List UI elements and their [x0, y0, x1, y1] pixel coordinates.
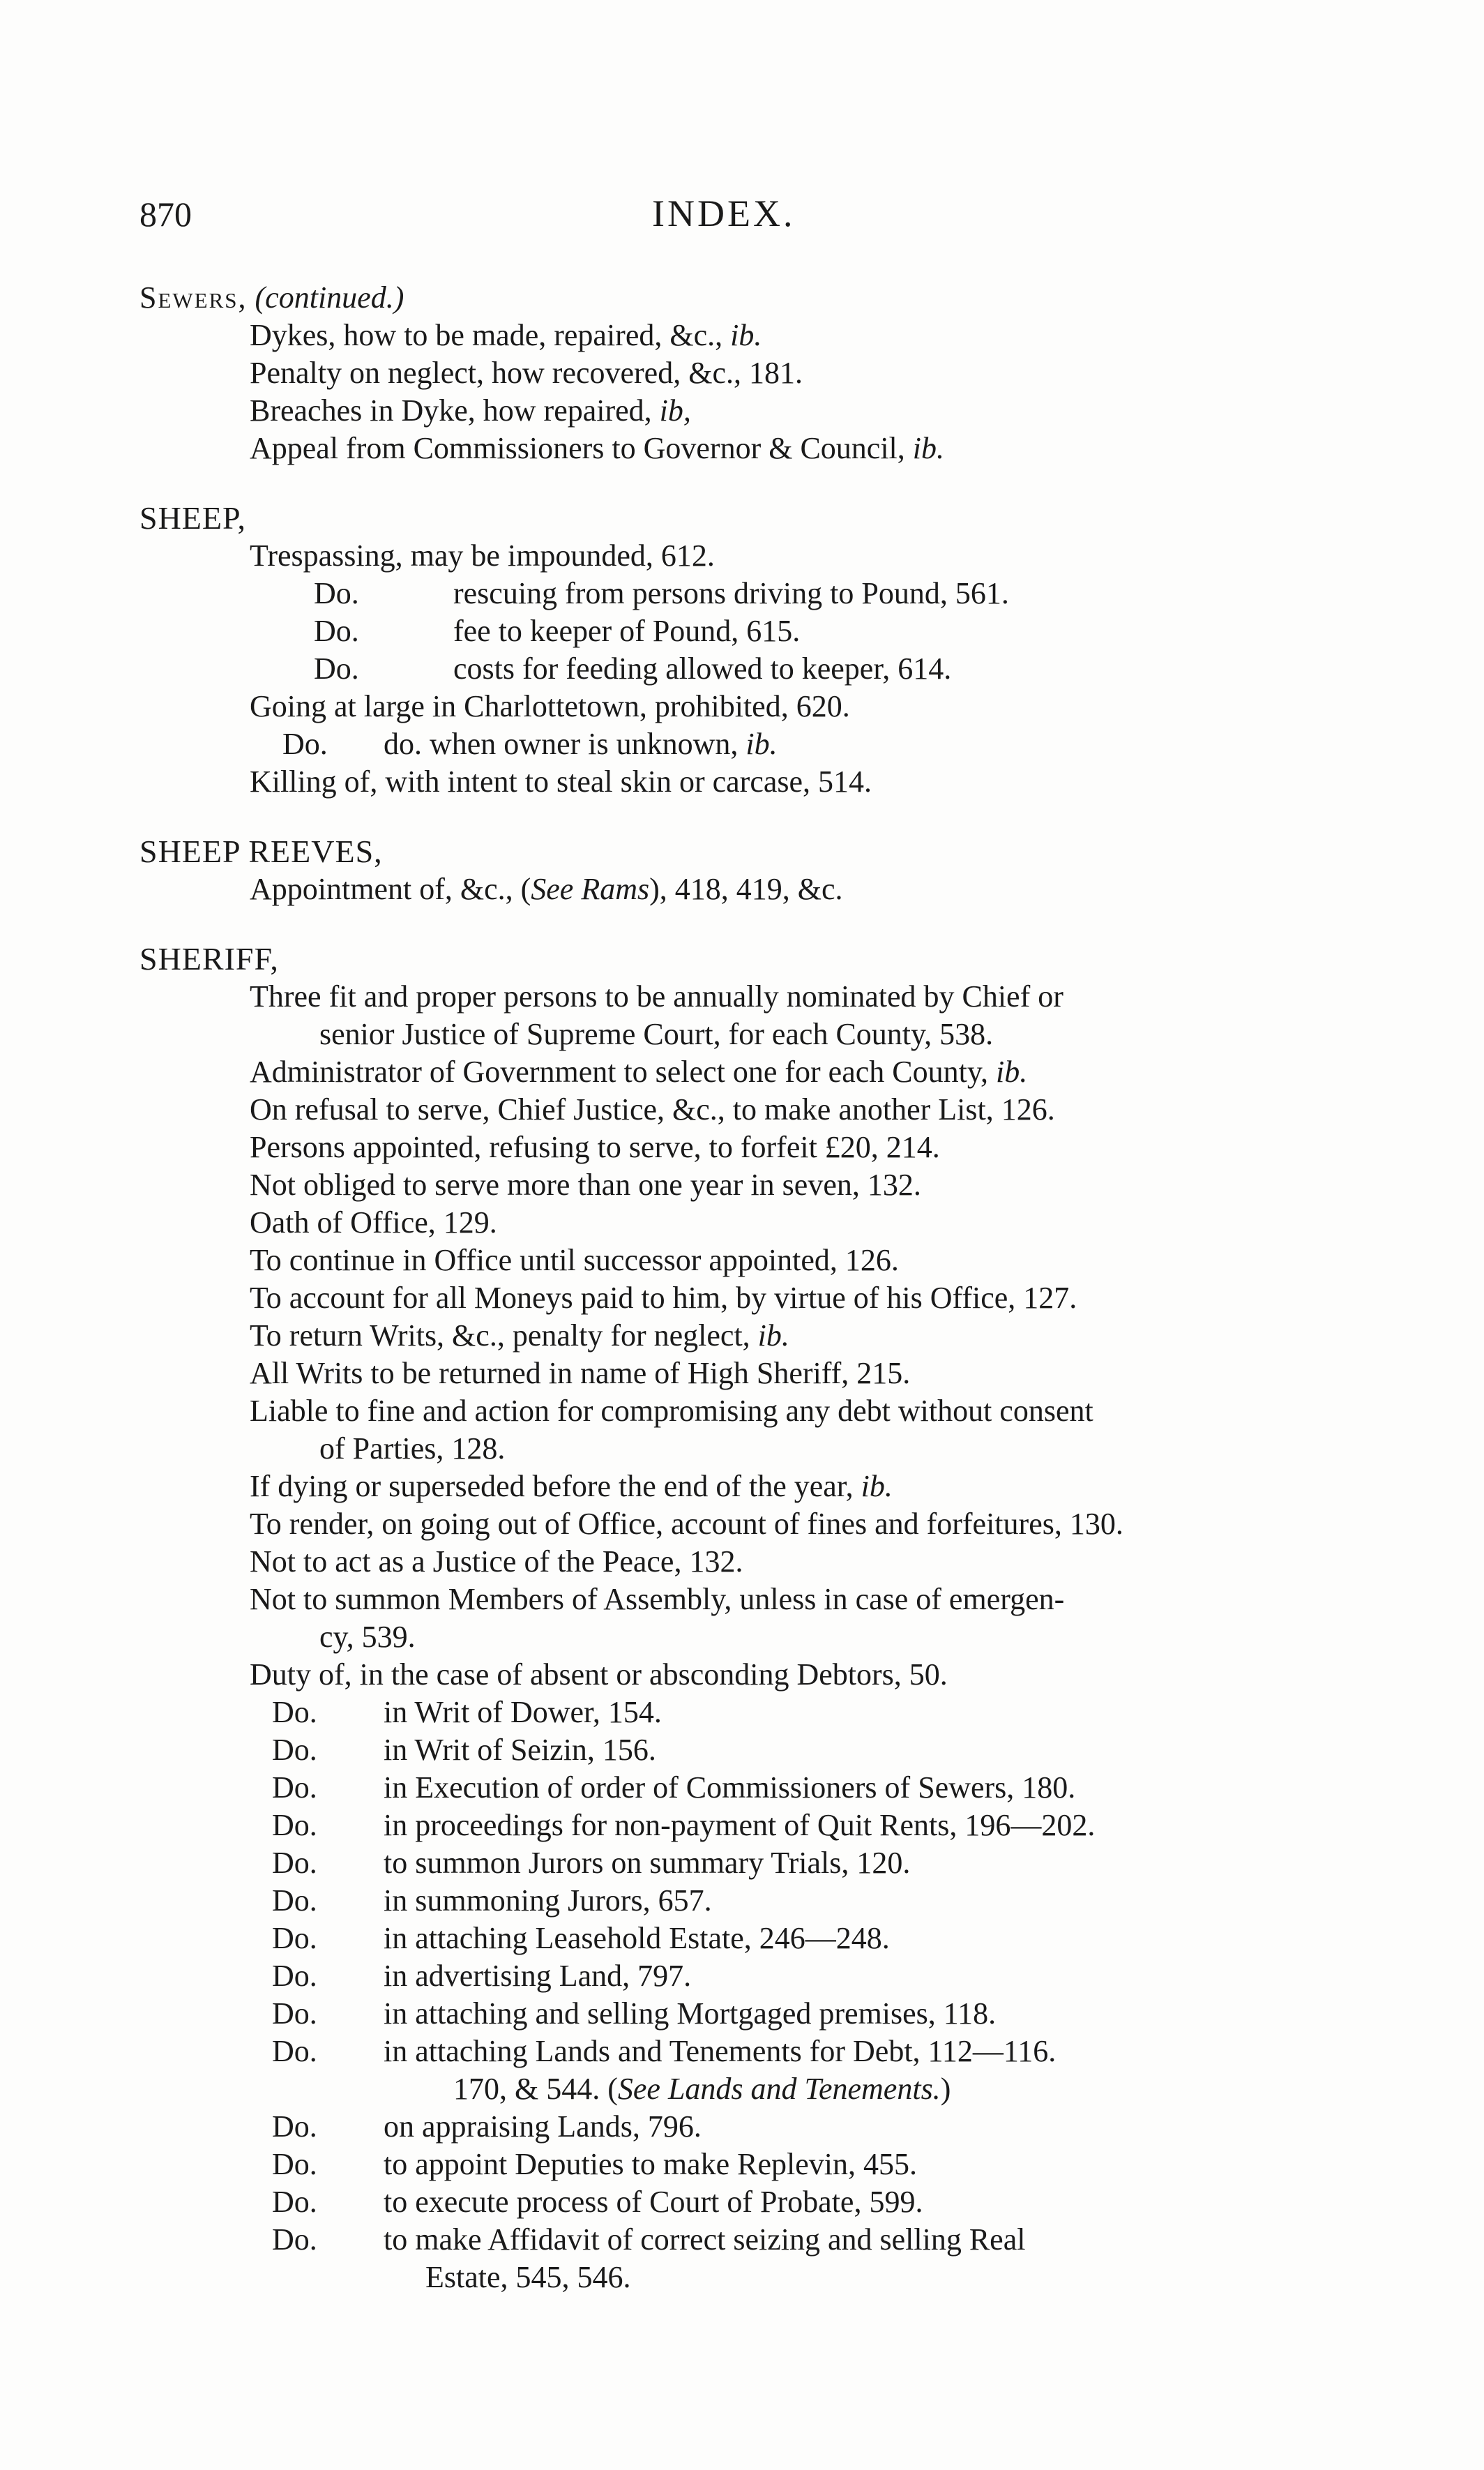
sub-entry-continued: of Parties, 128. — [319, 1431, 506, 1466]
sub-entry: If dying or superseded before the end of the year, ib. — [250, 1469, 893, 1503]
sub-entry: Going at large in Charlottetown, prohibited, 620. — [250, 689, 850, 723]
sub-entry-continued: senior Justice of Supreme Court, for each County, 538. — [319, 1017, 994, 1051]
entry-heading-sheriff: SHERIFF, — [139, 941, 279, 977]
sub-entry: Dykes, how to be made, repaired, &c., ib. — [250, 318, 762, 352]
sub-entry: Persons appointed, refusing to serve, to forfeit £20, 214. — [250, 1130, 940, 1164]
sub-entry: Duty of, in the case of absent or absconding Debtors, 50. — [250, 1657, 948, 1692]
ditto-entry-continued: Estate, 545, 546. — [425, 2260, 631, 2294]
sub-entry: To continue in Office until successor appointed, 126. — [250, 1243, 899, 1277]
sub-entry: Breaches in Dyke, how repaired, ib, — [250, 393, 691, 428]
sub-entry: To render, on going out of Office, account of fines and forfeitures, 130. — [250, 1507, 1123, 1541]
sub-entry: Oath of Office, 129. — [250, 1205, 497, 1240]
sub-entry: Appeal from Commissioners to Governor & Council, ib. — [250, 431, 945, 465]
entry-heading-sheep: SHEEP, — [139, 500, 246, 536]
entry-heading-sewers: Sewers, (continued.) — [139, 280, 404, 315]
sub-entry: Not obliged to serve more than one year in seven, 132. — [250, 1168, 921, 1202]
entry-heading-sheep-reeves: SHEEP REEVES, — [139, 834, 383, 869]
sub-entry: Penalty on neglect, how recovered, &c., 181. — [250, 356, 803, 390]
running-head: INDEX. — [652, 193, 796, 234]
sub-entry: Administrator of Government to select one for each County, ib. — [250, 1055, 1028, 1089]
sub-entry: Appointment of, &c., (See Rams), 418, 419, &c. — [250, 872, 843, 906]
sub-entry: Not to act as a Justice of the Peace, 132. — [250, 1544, 743, 1579]
sub-entry-continued: cy, 539. — [319, 1620, 416, 1654]
sub-entry: On refusal to serve, Chief Justice, &c., to make another List, 126. — [250, 1092, 1055, 1127]
sub-entry: All Writs to be returned in name of High Sheriff, 215. — [250, 1356, 911, 1390]
sub-entry: Trespassing, may be impounded, 612. — [250, 539, 715, 573]
sub-entry: Killing of, with intent to steal skin or carcase, 514. — [250, 765, 872, 799]
book-page: 870 INDEX. Sewers, (continued.) Dykes, how to be made, repaired, &c., ib. Penalty on neglect, how recovered, &c., 181. Breaches in Dyke, how repaired, ib, Appeal from Commissioners to Governor & Council, ib. SHEEP, Trespassing, may be impounded, 612. Do. rescuing from persons driving to Pound, 561. Do. fee to keeper of Pound, 615. Do. costs for feeding allowed to keeper, 614. Going at large in Charlottetown, prohibited, 620. Do. do. when owner is unknown, ib. Killing of, with intent to steal skin or carcase, 514. SHEEP REEVES, Appointment of, &c., (See Rams), 418, 419, &c. SHERIFF, Three fit and proper persons to be annually nominated by Chief or senior Justice of Supreme Court, for each County, 538. Administrator of Government to select one for each County, ib. On refusal to serve, Chief Justice, &c., to make another List, 126. Persons appointed, refusing to serve, to forfeit £20, 214. Not obliged to serve more than one year in seven, 132. Oath of Office, 129. To continue in Office until successor appointed, 126. To account for all Moneys paid to him, by virtue of his Office, 127. To return Writs, &c., penalty for neglect, ib. All Writs to be returned in name of High Sheriff, 215. Liable to fine and action for compromising any debt without consent of Parties, 128. If dying or superseded before the end of the year, ib. To render, on going out of Office, account of fines and forfeitures, 130. Not to act as a Justice of the Peace, 132. Not to summon Members of Assembly, unless in case of emergen- cy, 539. Duty of, in the case of absent or absconding Debtors, 50. Do. in Writ of Dower, 154. Do. in Writ of Seizin, 156. Do. in Execution of order of Commissioners of Sewers, 180. Do. in proceedings for non-payment of Quit Rents, 196—202. Do. to summon Jurors on summary Trials, 120. Do. in summoning Jurors, 657. Do. in attaching Leasehold Estate, 246—248. Do. in advertising Land, 797. Do. in attaching and selling Mortgaged premises, 118. Do. in attaching Lands and Tenements for Debt, 112—116. 170, & 544. (See Lands and Tenements.) Do. on appraising Lands, 796. Do. to appoint Deputies to make Replevin, 455. Do. to execute process of Court of Probate, 599. Do. to make Affidavit of correct seizing and selling Real Estate, 545, 546. — [0, 0, 1484, 2470]
sub-entry: Liable to fine and action for compromising any debt without consent — [250, 1394, 1093, 1428]
sub-entry: Not to summon Members of Assembly, unless in case of emergen- — [250, 1582, 1065, 1616]
page-number: 870 — [139, 195, 192, 234]
ditto-entry-continued: 170, & 544. (See Lands and Tenements.) — [453, 2072, 951, 2106]
sub-entry: Three fit and proper persons to be annually nominated by Chief or — [250, 979, 1063, 1014]
sub-entry: To return Writs, &c., penalty for neglect, ib. — [250, 1318, 789, 1353]
sub-entry: To account for all Moneys paid to him, by virtue of his Office, 127. — [250, 1281, 1077, 1315]
